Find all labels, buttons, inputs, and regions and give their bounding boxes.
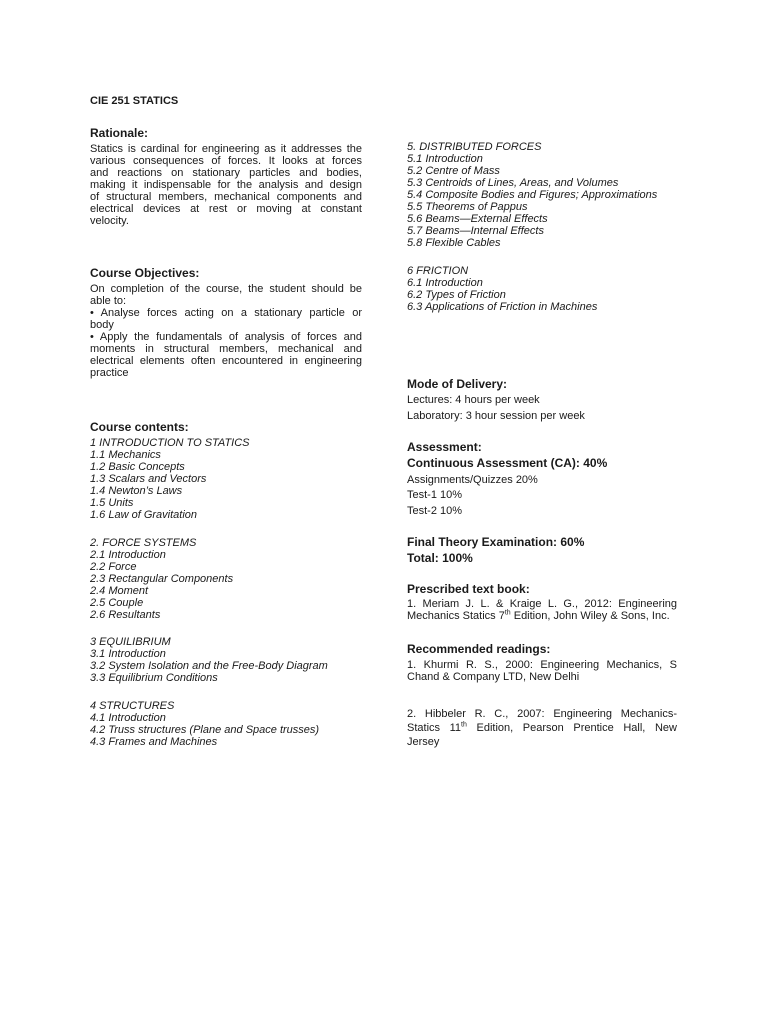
reading-2 bbox=[407, 708, 677, 748]
course-title: CIE 251 STATICS bbox=[90, 95, 179, 107]
contents-item: 4.1 Introduction bbox=[90, 711, 166, 724]
rationale-line: Statics is cardinal for engineering as it addresses the bbox=[90, 143, 362, 155]
textbook-line: 1. Meriam J. L. & Kraige L. G., 2012: Engineering bbox=[407, 598, 677, 610]
assessment-item: Test-1 10% bbox=[407, 489, 463, 501]
contents-item: 4 STRUCTURES bbox=[90, 699, 175, 712]
reading-line: Chand & Company LTD, New Delhi bbox=[407, 671, 580, 683]
reading-text: Statics 11 bbox=[407, 722, 462, 734]
contents-item: 6.3 Applications of Friction in Machines bbox=[407, 300, 598, 313]
contents-item: 1.5 Units bbox=[90, 497, 134, 509]
contents-item: 2.1 Introduction bbox=[90, 548, 166, 561]
contents-item: 6.1 Introduction bbox=[407, 276, 483, 289]
contents-item: 5.7 Beams—Internal Effects bbox=[407, 225, 544, 237]
contents-item: 5.6 Beams—External Effects bbox=[407, 213, 548, 225]
textbook-text: Mechanics Statics 7 bbox=[407, 610, 505, 622]
textbook-text: Edition, John Wiley & Sons, Inc. bbox=[510, 610, 670, 622]
contents-item: 6.2 Types of Friction bbox=[407, 288, 506, 301]
contents-item: 3.3 Equilibrium Conditions bbox=[90, 672, 218, 685]
contents-item: 3.1 Introduction bbox=[90, 648, 166, 661]
objectives-line: moments in structural members, mechanical and bbox=[90, 343, 362, 355]
delivery-laboratory: Laboratory: 3 hour session per week bbox=[407, 410, 585, 422]
rationale-line: of structural members, mechanical components and bbox=[90, 191, 362, 203]
textbook-line bbox=[407, 610, 677, 622]
rationale-line: velocity. bbox=[90, 215, 129, 227]
contents-item: 3 EQUILIBRIUM bbox=[90, 636, 171, 649]
contents-item: 2.3 Rectangular Components bbox=[90, 572, 234, 585]
rationale-line: various consequences of forces. It looks at forces bbox=[90, 155, 362, 167]
spacer bbox=[90, 684, 362, 700]
contents-item: 2.5 Couple bbox=[90, 596, 144, 609]
contents-item: 5.8 Flexible Cables bbox=[407, 237, 501, 249]
spacer bbox=[90, 521, 362, 537]
assessment-total: Total: 100% bbox=[407, 551, 473, 565]
spacer bbox=[407, 249, 677, 265]
contents-item: 1 INTRODUCTION TO STATICS bbox=[90, 437, 250, 449]
contents-item: 5.5 Theorems of Pappus bbox=[407, 201, 528, 213]
contents-item: 1.6 Law of Gravitation bbox=[90, 509, 198, 521]
assessment-ca: Continuous Assessment (CA): 40% bbox=[407, 456, 608, 470]
rationale-line: electrical devices at rest or moving at constant bbox=[90, 203, 362, 215]
assessment-heading: Assessment: bbox=[407, 440, 482, 454]
rationale-heading: Rationale: bbox=[90, 126, 149, 140]
contents-item: 2.4 Moment bbox=[90, 584, 149, 597]
contents-item: 2. FORCE SYSTEMS bbox=[90, 536, 197, 549]
assessment-item: Assignments/Quizzes 20% bbox=[407, 474, 538, 486]
objectives-bullet: • Apply the fundamentals of analysis of forces and bbox=[90, 331, 362, 343]
textbook-heading: Prescribed text book: bbox=[407, 582, 530, 596]
objectives-line: On completion of the course, the student should be bbox=[90, 283, 362, 295]
readings-heading: Recommended readings: bbox=[407, 642, 551, 656]
rationale-line: making it indispensable for the analysis and design bbox=[90, 179, 362, 191]
delivery-heading: Mode of Delivery: bbox=[407, 377, 508, 391]
contents-item: 1.4 Newton’s Laws bbox=[90, 485, 183, 497]
contents-item: 2.6 Resultants bbox=[90, 608, 161, 621]
reading-1 bbox=[407, 659, 677, 683]
objectives-bullet: • Analyse forces acting on a stationary particle or bbox=[90, 307, 362, 319]
contents-item: 1.2 Basic Concepts bbox=[90, 461, 185, 473]
objectives-text bbox=[90, 283, 362, 379]
contents-list-left bbox=[90, 437, 362, 748]
reading-line: Jersey bbox=[407, 736, 440, 748]
reading-line bbox=[407, 722, 677, 734]
contents-item: 3.2 System Isolation and the Free-Body Diagram bbox=[90, 660, 328, 673]
reading-text: Edition, Pearson Prentice Hall, New bbox=[466, 722, 677, 734]
objectives-line: electrical elements often encountered in engineering bbox=[90, 355, 362, 367]
reading-line: 2. Hibbeler R. C., 2007: Engineering Mechanics- bbox=[407, 708, 677, 720]
contents-item: 1.3 Scalars and Vectors bbox=[90, 473, 207, 485]
contents-item: 5.1 Introduction bbox=[407, 153, 483, 165]
textbook-entry bbox=[407, 598, 677, 622]
rationale-line: and reactions on stationary particles and bodies, bbox=[90, 167, 362, 179]
contents-item: 6 FRICTION bbox=[407, 264, 469, 277]
assessment-item: Test-2 10% bbox=[407, 505, 463, 517]
assessment-final: Final Theory Examination: 60% bbox=[407, 535, 585, 549]
contents-item: 4.3 Frames and Machines bbox=[90, 735, 218, 748]
delivery-lectures: Lectures: 4 hours per week bbox=[407, 394, 540, 406]
spacer bbox=[90, 621, 362, 637]
objectives-line: able to: bbox=[90, 295, 127, 307]
contents-item: 2.2 Force bbox=[90, 560, 137, 573]
contents-list-right bbox=[407, 141, 677, 313]
contents-heading: Course contents: bbox=[90, 420, 189, 434]
superscript: th bbox=[461, 721, 467, 729]
contents-item: 5.2 Centre of Mass bbox=[407, 165, 500, 177]
contents-item: 5.3 Centroids of Lines, Areas, and Volumes bbox=[407, 177, 619, 189]
objectives-heading: Course Objectives: bbox=[90, 266, 200, 280]
rationale-text bbox=[90, 143, 362, 227]
contents-item: 1.1 Mechanics bbox=[90, 449, 161, 461]
objectives-line: body bbox=[90, 319, 114, 331]
reading-line: 1. Khurmi R. S., 2000: Engineering Mechanics, S bbox=[407, 659, 677, 671]
superscript: th bbox=[504, 609, 511, 617]
contents-item: 4.2 Truss structures (Plane and Space trusses) bbox=[90, 723, 320, 736]
objectives-line: practice bbox=[90, 367, 129, 379]
contents-item: 5.4 Composite Bodies and Figures; Approximations bbox=[407, 189, 658, 201]
contents-item: 5. DISTRIBUTED FORCES bbox=[407, 141, 542, 153]
